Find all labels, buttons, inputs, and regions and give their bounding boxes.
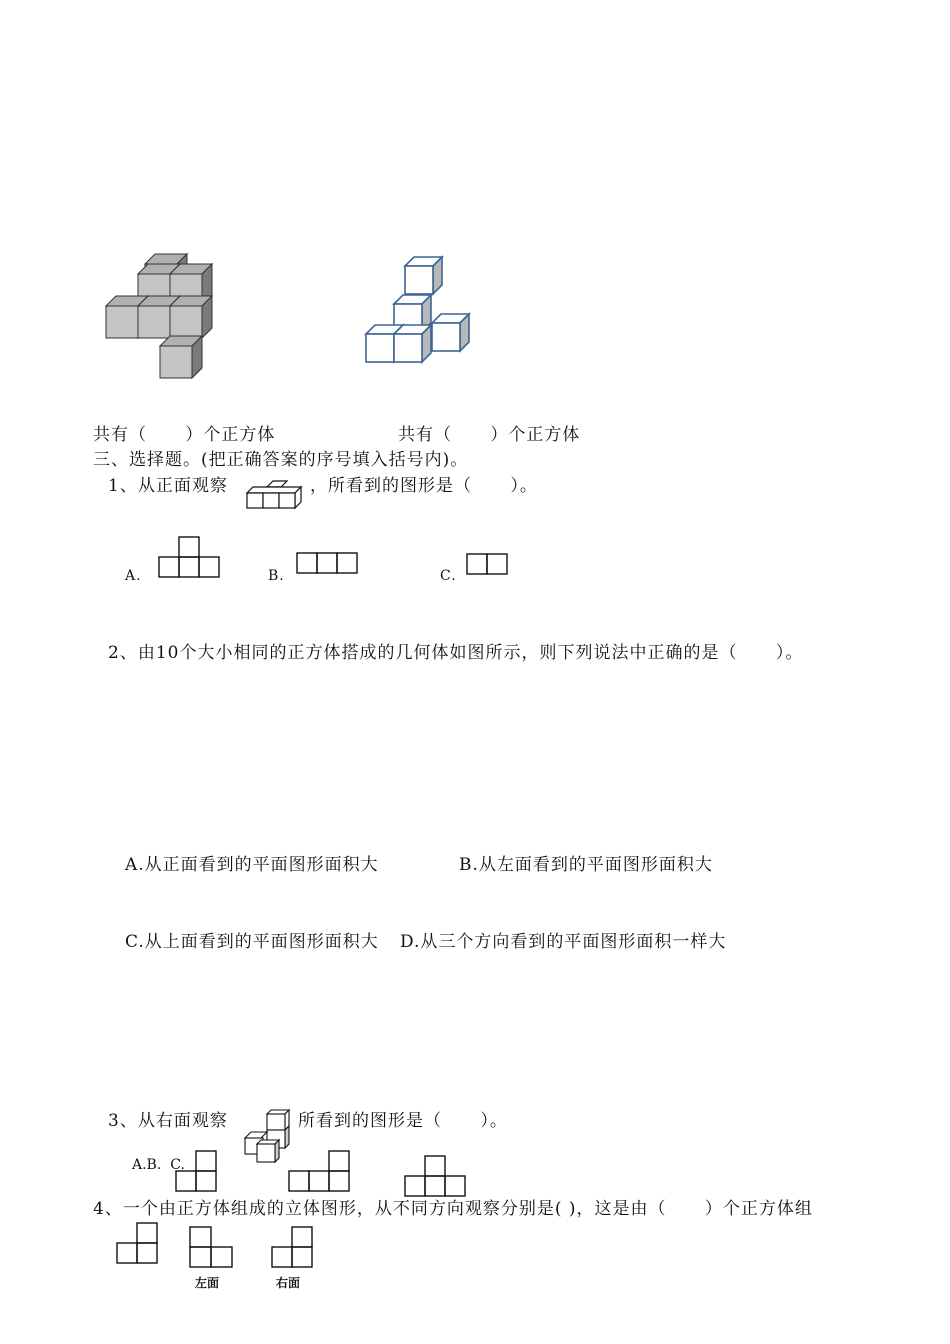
q2-option-a[interactable]: A.从正面看到的平面图形面积大 — [125, 855, 379, 875]
q1-stem-pre: 1、从正面观察 — [108, 476, 228, 496]
q4-stem: 4、一个由正方体组成的立体图形，从不同方向观察分别是( )，这是由（ ）个正方体组 — [93, 1199, 813, 1219]
q3-option-a-shape[interactable] — [175, 1150, 219, 1194]
q1-option-b-shape[interactable] — [296, 552, 360, 576]
q2-option-d[interactable]: D.从三个方向看到的平面图形面积一样大 — [400, 932, 727, 952]
q1-option-c-shape[interactable] — [466, 553, 510, 577]
q3-option-labels: A.B. C. — [132, 1157, 185, 1173]
q3-stem-pre: 3、从右面观察 — [108, 1111, 228, 1131]
q4-view-front — [116, 1222, 160, 1266]
count-blank-left: 共有（ ）个正方体 — [93, 425, 276, 445]
q4-caption-right: 右面 — [276, 1276, 301, 1290]
q4-view-left — [189, 1226, 235, 1270]
q1-option-a-label[interactable]: A. — [125, 568, 142, 584]
q1-option-c-label[interactable]: C. — [440, 568, 457, 584]
count-blank-right: 共有（ ）个正方体 — [398, 425, 581, 445]
q3-option-c-shape[interactable] — [404, 1155, 468, 1199]
q1-cube-figure — [245, 478, 307, 510]
gray-cube-figure — [100, 250, 220, 385]
q3-stem-post: 所看到的图形是（ ）。 — [298, 1111, 508, 1131]
q4-view-right — [271, 1226, 315, 1270]
q3-cube-figure — [243, 1108, 293, 1166]
q1-option-a-shape[interactable] — [158, 535, 222, 579]
q2-option-b[interactable]: B.从左面看到的平面图形面积大 — [459, 855, 713, 875]
q1-option-b-label[interactable]: B. — [268, 568, 285, 584]
q1-stem-post: ，所看到的图形是（ ）。 — [310, 476, 538, 496]
q2-stem: 2、由10个大小相同的正方体搭成的几何体如图所示，则下列说法中正确的是（ ）。 — [108, 643, 804, 663]
q3-option-b-shape[interactable] — [288, 1150, 352, 1194]
blue-cube-figure — [360, 255, 480, 370]
q2-option-c[interactable]: C.从上面看到的平面图形面积大 — [125, 932, 379, 952]
section3-heading: 三、选择题。(把正确答案的序号填入括号内)。 — [93, 450, 469, 470]
q4-caption-left: 左面 — [195, 1276, 220, 1290]
